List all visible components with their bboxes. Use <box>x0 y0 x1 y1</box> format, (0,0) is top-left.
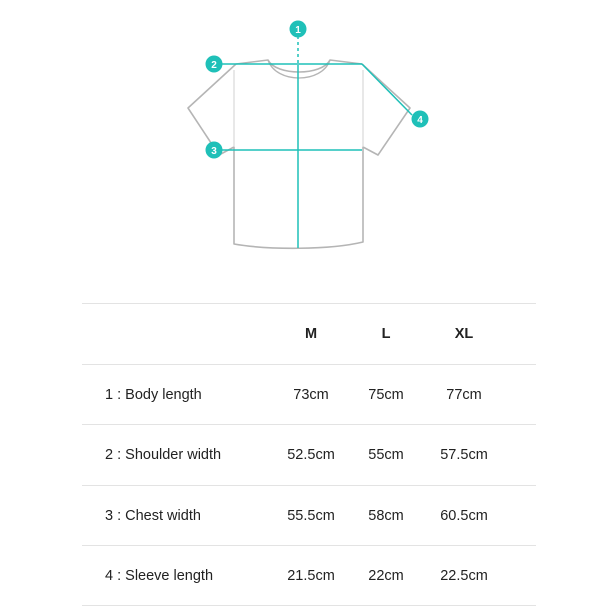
value-l: 55cm <box>368 447 404 463</box>
row-label: 3 : Chest width <box>105 507 201 524</box>
value-l: 22cm <box>368 568 404 584</box>
marker-4-label: 4 <box>417 115 423 126</box>
row-label: 2 : Shoulder width <box>105 447 222 463</box>
value-m: 52.5cm <box>287 447 335 463</box>
value-m: 55.5cm <box>287 507 335 524</box>
table-row-shoulder-width <box>82 424 536 485</box>
value-xl: 57.5cm <box>440 447 488 463</box>
table-row-body-length <box>82 364 536 425</box>
size-table <box>82 303 536 606</box>
marker-1 <box>290 21 307 38</box>
row-label: 4 : Sleeve length <box>105 568 214 584</box>
value-l: 58cm <box>368 507 404 524</box>
marker-4 <box>412 111 429 128</box>
size-table-header <box>82 303 536 364</box>
table-row-sleeve-length <box>82 545 536 606</box>
header-size-m: M <box>304 326 318 342</box>
value-l: 75cm <box>368 386 404 403</box>
table-row-chest-width <box>82 485 536 546</box>
tshirt-diagram <box>0 0 614 290</box>
value-xl: 22.5cm <box>440 568 488 584</box>
marker-2 <box>206 56 223 73</box>
marker-3-label: 3 <box>211 146 217 157</box>
row-label: 1 : Body length <box>105 386 202 403</box>
value-xl: 77cm <box>446 386 482 403</box>
marker-3 <box>206 142 223 159</box>
marker-2-label: 2 <box>211 60 217 71</box>
header-size-xl: XL <box>454 326 474 342</box>
value-m: 73cm <box>293 386 329 403</box>
value-m: 21.5cm <box>287 568 335 584</box>
marker-1-label: 1 <box>295 25 301 36</box>
header-size-l: L <box>381 326 391 342</box>
value-xl: 60.5cm <box>440 507 488 524</box>
